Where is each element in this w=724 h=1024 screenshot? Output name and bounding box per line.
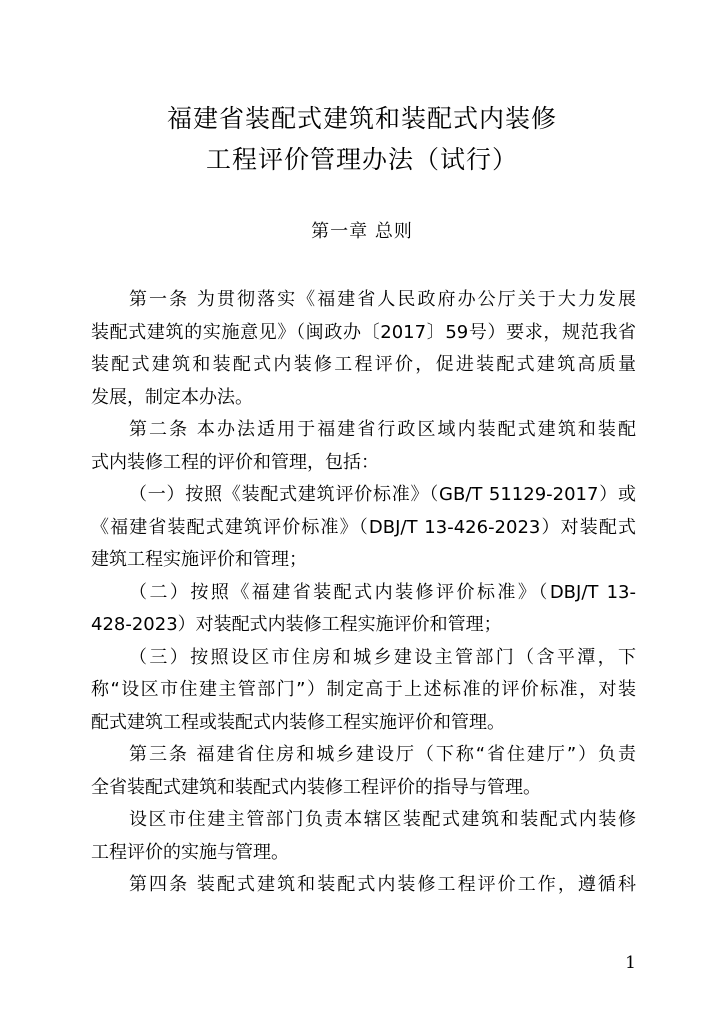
document-title-line-2: 工程评价管理办法（试行） xyxy=(205,145,518,174)
article-2-line-2: 式内装修工程的评价和管理，包括： xyxy=(91,451,379,473)
article-2-item-3-line-3: 配式建筑工程或装配式内装修工程实施评价和管理。 xyxy=(91,711,505,733)
article-3-line-3: 设区市住建主管部门负责本辖区装配式建筑和装配式内装修 xyxy=(129,809,636,830)
article-2-item-3-line-2: 称“设区市住建主管部门”）制定高于上述标准的评价标准，对装 xyxy=(91,679,636,700)
article-2-item-1-line-1: （一）按照《装配式建筑评价标准》（GB/T 51129-2017）或 xyxy=(129,484,636,505)
article-3-line-2: 全省装配式建筑和装配式内装修工程评价的指导与管理。 xyxy=(91,776,541,798)
document-body xyxy=(91,284,636,902)
article-2-item-2-line-2: 428-2023）对装配式内装修工程实施评价和管理； xyxy=(91,614,502,635)
article-3-line-4: 工程评价的实施与管理。 xyxy=(91,841,289,863)
article-1-line-2: 装配式建筑的实施意见》（闽政办〔2017〕59号）要求，规范我省 xyxy=(91,321,636,343)
article-2-item-1-line-2: 《福建省装配式建筑评价标准》（DBJ/T 13-426-2023）对装配式 xyxy=(91,516,636,538)
article-4-line-1: 第四条 装配式建筑和装配式内装修工程评价工作，遵循科 xyxy=(129,874,636,895)
document-title-line-1: 福建省装配式建筑和装配式内装修 xyxy=(166,104,557,133)
article-3-line-1: 第三条 福建省住房和城乡建设厅（下称“省住建厅”）负责 xyxy=(129,744,636,765)
article-1-line-3: 装配式建筑和装配式内装修工程评价，促进装配式建筑高质量 xyxy=(91,354,636,375)
chapter-heading: 第一章 总则 xyxy=(311,221,413,242)
article-2-line-1: 第二条 本办法适用于福建省行政区域内装配式建筑和装配 xyxy=(129,419,636,440)
page-number: 1 xyxy=(625,953,636,973)
article-1-line-1: 第一条 为贯彻落实《福建省人民政府办公厅关于大力发展 xyxy=(129,289,636,310)
article-2-item-3-line-1: （三）按照设区市住房和城乡建设主管部门（含平潭，下 xyxy=(129,646,636,668)
article-1-line-4: 发展，制定本办法。 xyxy=(91,386,253,408)
article-2-item-1-line-3: 建筑工程实施评价和管理； xyxy=(91,549,307,570)
article-2-item-2-line-1: （二）按照《福建省装配式内装修评价标准》（DBJ/T 13- xyxy=(129,581,636,603)
